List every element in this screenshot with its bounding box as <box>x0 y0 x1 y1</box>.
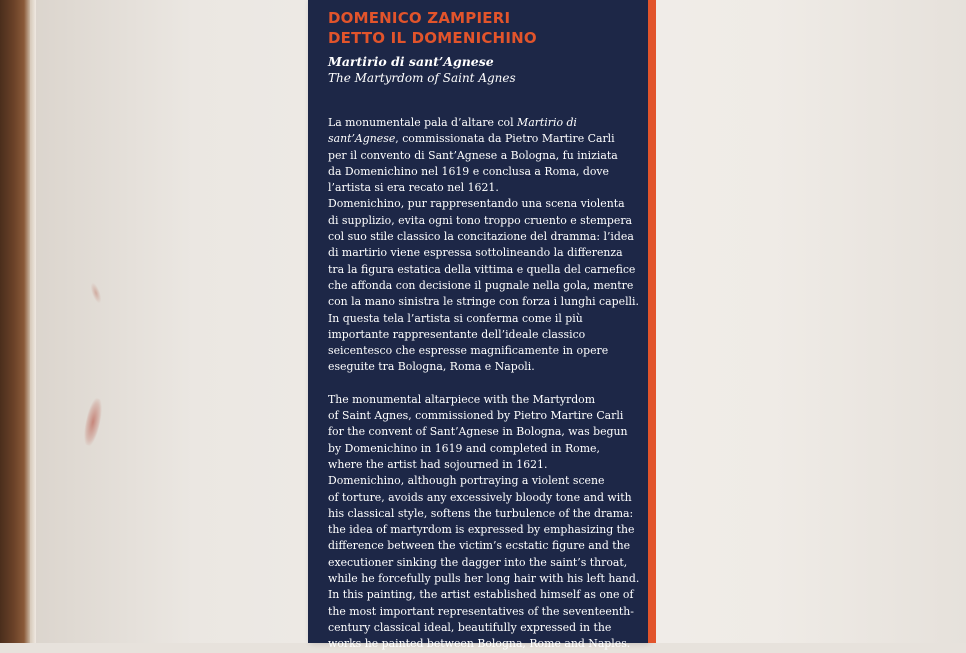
english-text-line: the idea of martyrdom is expressed by emphasizing the <box>328 523 635 537</box>
english-text-line: his classical style, softens the turbulence of the drama: <box>328 506 634 520</box>
artist-name-line-1: DOMENICO ZAMPIERI <box>328 9 511 27</box>
english-text-line: the most important representatives of the seventeenth- <box>328 604 634 618</box>
italic-work-reference: sant’Agnese <box>328 132 396 146</box>
english-text-line: by Domenichino in 1619 and completed in Rome, <box>328 441 600 455</box>
english-text-line: works he painted between Bologna, Rome and Naples. <box>328 637 631 651</box>
italian-text-line: La monumentale pala d’altare col Martirio di <box>328 116 577 129</box>
italian-text-line: di martirio viene espressa sottolineando la differenza <box>328 246 623 260</box>
artist-name-line-2: DETTO IL DOMENICHINO <box>328 29 537 47</box>
work-title <box>328 53 628 86</box>
italian-text-line: che affonda con decisione il pugnale nella gola, mentre <box>328 278 634 292</box>
painting-frame-edge <box>0 0 30 643</box>
english-text-line: of torture, avoids any excessively bloody tone and with <box>328 490 632 504</box>
italian-text-line: Domenichino, pur rappresentando una scena violenta <box>328 197 625 211</box>
english-text-line: Domenichino, although portraying a violent scene <box>328 474 605 488</box>
italian-text-line: sant’Agnese, commissionata da Pietro Martire Carli <box>328 132 615 146</box>
english-text-line: In this painting, the artist established himself as one of <box>328 588 634 602</box>
italian-text-line: In questa tela l’artista si conferma come il più <box>328 311 583 325</box>
english-text-line: century classical ideal, beautifully expressed in the <box>328 620 612 634</box>
italian-text-line: eseguite tra Bologna, Roma e Napoli. <box>328 360 535 374</box>
italian-text-line: da Domenichino nel 1619 e conclusa a Roma, dove <box>328 164 609 178</box>
italian-text-line: importante rappresentante dell’ideale classico <box>328 327 586 341</box>
english-text-line: difference between the victim’s ecstatic figure and the <box>328 539 631 553</box>
label-accent-stripe <box>648 0 656 643</box>
italian-text-line: l’artista si era recato nel 1621. <box>328 181 499 195</box>
english-text-line: where the artist had sojourned in 1621. <box>328 457 548 471</box>
italic-work-reference: Martirio di <box>517 116 577 129</box>
italian-text-line: tra la figura estatica della vittima e quella del carnefice <box>328 262 636 276</box>
italian-text-line: per il convento di Sant’Agnese a Bologna, fu iniziata <box>328 148 618 162</box>
english-text-line: while he forcefully pulls her long hair with his left hand. <box>328 572 640 586</box>
italian-text-line: seicentesco che espresse magnificamente in opere <box>328 344 609 358</box>
painting-frame-lip <box>30 0 36 643</box>
english-text-line: for the convent of Sant’Agnese in Bologna, was begun <box>328 425 628 439</box>
english-text-line: of Saint Agnes, commissioned by Pietro Martire Carli <box>328 409 624 423</box>
english-text-line: executioner sinking the dagger into the saint’s throat, <box>328 555 628 569</box>
italian-text-line: con la mano sinistra le stringe con forza i lunghi capelli. <box>328 295 639 309</box>
italian-text-line: di supplizio, evita ogni tono troppo cruento e stempera <box>328 213 633 227</box>
italian-text-line: col suo stile classico la concitazione del dramma: l’idea <box>328 230 634 244</box>
work-title-italian: Martirio di sant’Agnese <box>328 54 494 69</box>
english-text-line: The monumental altarpiece with the Martyrdom <box>328 392 596 406</box>
artist-name <box>328 8 628 48</box>
work-title-english: The Martyrdom of Saint Agnes <box>328 71 516 85</box>
paragraph-gap <box>328 376 640 392</box>
label-description <box>328 115 640 653</box>
